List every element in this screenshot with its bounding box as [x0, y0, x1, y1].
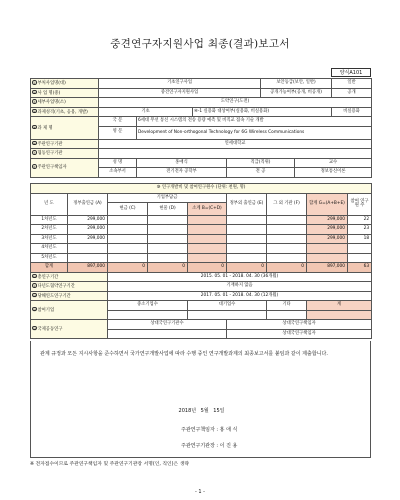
sum-etc-cell: 0	[267, 263, 307, 273]
row-program-name	[31, 88, 372, 98]
disclosure-value: 공개	[332, 88, 372, 98]
people-cell: 18	[348, 234, 372, 244]
other-header: 정부외 출연금 (E)	[227, 193, 267, 215]
host-institution-label: ⑥ 주관연구기관	[31, 139, 99, 149]
funding-colhead-row-1	[31, 193, 372, 203]
total-period-value: 2015. 05. 01 - 2018. 04. 30 (36개월)	[108, 272, 372, 282]
participants-label: ⑬참여기업	[31, 301, 108, 320]
security-level-value: 일반	[332, 79, 372, 89]
sme-count-cell	[108, 310, 188, 320]
kind-cell	[148, 244, 188, 254]
people-cell: 22	[348, 215, 372, 225]
multiyear-period-value: 기재하지 않음	[108, 282, 372, 292]
project-type-label: ④ 과제성격(기초, 응용, 개발)	[31, 107, 99, 117]
program-name-value: 중견연구자지원사업	[99, 88, 261, 98]
host-institution-value: 연세대학교	[99, 139, 372, 149]
people-cell	[348, 253, 372, 263]
other-cell	[227, 215, 267, 225]
name-label: 성 명	[99, 158, 137, 168]
disclosure-label: 공개가능여부(공개, 비공개)	[261, 88, 332, 98]
year-cell: 1차년도	[31, 215, 68, 225]
cash-cell	[108, 253, 148, 263]
row-ministry-program	[31, 79, 372, 89]
row-host-institution	[31, 139, 372, 149]
funding-row	[31, 215, 372, 225]
document-title: 중견연구자지원사업 최종(결과)보고서	[110, 38, 290, 50]
sum-total-cell: 897,000	[307, 263, 348, 273]
major-value: 정보통신이론	[295, 168, 372, 178]
program-name-label: ② 사 업 명(중)	[31, 88, 99, 98]
year-header: 년 도	[31, 193, 68, 215]
subtotal-cell	[188, 225, 227, 235]
gov-cell: 299,000	[68, 234, 108, 244]
row-cooperating-institution	[31, 149, 372, 159]
cooperating-institution-label: ⑦ 협동연구기관	[31, 149, 99, 159]
partner-researcher-cell: 상대국연구책임자	[227, 329, 372, 339]
row-participants-head	[31, 301, 372, 311]
other-count-header: 기타	[267, 301, 307, 311]
total-cell: 299,000	[307, 234, 348, 244]
kind-cell	[148, 215, 188, 225]
etc-header: 그 외 기관 (F)	[267, 193, 307, 215]
declaration-text: 관계 규정과 모든 지시사항을 준수하면서 국가연구개발사업에 따라 수행 중인 연구개발과제의 최종보고서를 붙임과 같이 제출합니다.	[40, 351, 328, 357]
declaration-box	[30, 341, 371, 458]
institution-signature: 주관연구기관장 : 이 진 용	[181, 443, 238, 449]
row-project-title-kr	[31, 117, 372, 127]
other-cell	[227, 244, 267, 254]
sum-year-cell: 합계	[31, 263, 68, 273]
subtotal-cell	[188, 215, 227, 225]
gov-cell: 299,000	[68, 225, 108, 235]
row-researcher-name	[31, 158, 372, 168]
kind-cell	[148, 225, 188, 235]
sum-count-cell	[307, 310, 372, 320]
cash-cell	[108, 225, 148, 235]
current-period-label: ⑫당해연도연구기간	[31, 291, 108, 301]
partner-researcher-header: 상대국연구책임자	[227, 320, 372, 330]
multiyear-period-label: ⑪다년도협약연구기간	[31, 282, 108, 292]
row-total-period	[31, 272, 372, 282]
dept-value: 전기전자 공학부	[137, 168, 227, 178]
subtotal-cell	[188, 244, 227, 254]
etc-cell	[267, 225, 307, 235]
subprogram-label: ③ 세부사업명(소)	[31, 98, 99, 108]
etc-cell	[267, 244, 307, 254]
position-label: 직급(직위)	[227, 158, 295, 168]
commercialization-label: ④-1 실용화 대상여부(실용화, 비실용화)	[193, 107, 332, 117]
people-cell	[348, 244, 372, 254]
kind-cell	[148, 234, 188, 244]
funding-header: ⑨ 연구개발비 및 참여연구원수 (단위: 천원, 명)	[31, 184, 372, 194]
subtotal-header: 소계 B=(C+D)	[188, 203, 227, 216]
english-title-label: 영 문	[99, 126, 137, 139]
sum-kind-cell: 0	[148, 263, 188, 273]
cash-cell	[108, 244, 148, 254]
sum-gov-cell: 897,000	[68, 263, 108, 273]
project-info-table	[30, 78, 372, 178]
gov-header: 정부출연금 (A)	[68, 193, 108, 215]
row-subprogram	[31, 98, 372, 108]
major-label: 전 공	[227, 168, 295, 178]
gov-cell	[68, 253, 108, 263]
dept-label: 소속부서	[99, 168, 137, 178]
footnote: ※ 전자접수이므로 주관연구책임자 및 주관연구기관장 서명(인, 직인)은 생략	[30, 462, 189, 467]
sum-cash-cell: 0	[108, 263, 148, 273]
funding-sum-row	[31, 263, 372, 273]
ministry-program-value: 기초연구사업	[99, 79, 261, 89]
sum-count-header: 계	[307, 301, 372, 311]
total-cell	[307, 253, 348, 263]
people-header: 참여 연구원 수	[348, 193, 372, 215]
year-cell: 3차년도	[31, 234, 68, 244]
other-count-cell	[267, 310, 307, 320]
people-cell: 23	[348, 225, 372, 235]
cash-cell	[108, 234, 148, 244]
other-cell	[227, 234, 267, 244]
project-type-value: 기초	[99, 107, 193, 117]
gov-cell	[68, 244, 108, 254]
funding-row	[31, 225, 372, 235]
year-cell: 5차년도	[31, 253, 68, 263]
total-header: 합계 G=(A+B+E)	[307, 193, 348, 215]
position-value: 교수	[295, 158, 372, 168]
intl-label: ⑭국제공동연구	[31, 320, 108, 339]
page-number: - 1 -	[195, 489, 205, 495]
gov-cell: 299,000	[68, 215, 108, 225]
lead-researcher-label: ⑧ 주관연구책임자	[31, 158, 99, 177]
commercialization-value: 비실용화	[332, 107, 372, 117]
row-intl-head	[31, 320, 372, 330]
funding-row	[31, 234, 372, 244]
cooperating-institution-value	[99, 149, 372, 159]
sum-subtotal-cell: 0	[188, 263, 227, 273]
korean-title-label: 국 문	[99, 117, 137, 127]
kind-header: 현물 (D)	[148, 203, 188, 216]
current-period-value: 2017. 05. 01 - 2018. 04. 30 (12개월)	[108, 291, 372, 301]
year-cell: 4차년도	[31, 244, 68, 254]
name-value: 홍애식	[137, 158, 227, 168]
partner-institution-cell	[108, 329, 227, 339]
other-cell	[227, 225, 267, 235]
project-title-label: ⑤ 과 제 명	[31, 117, 99, 140]
ministry-program-label: ① 부처사업명(대)	[31, 79, 99, 89]
etc-cell	[267, 253, 307, 263]
subprogram-value: 도약연구(도전)	[99, 98, 372, 108]
english-title-value: Development of Non-orthogonal Technology for 6G Wireless Communications	[137, 126, 372, 139]
row-multiyear-period	[31, 282, 372, 292]
row-project-type	[31, 107, 372, 117]
submission-date: 2018년 5월 15일	[178, 408, 225, 414]
subtotal-cell	[188, 253, 227, 263]
kind-cell	[148, 253, 188, 263]
sum-other-cell: 0	[227, 263, 267, 273]
row-current-period	[31, 291, 372, 301]
etc-cell	[267, 234, 307, 244]
total-period-label: ⑩ 총연구기간	[31, 272, 108, 282]
funding-row	[31, 253, 372, 263]
funding-header-row	[31, 184, 372, 194]
total-cell	[307, 244, 348, 254]
total-cell: 299,000	[307, 215, 348, 225]
cash-header: 현금 (C)	[108, 203, 148, 216]
year-cell: 2차년도	[31, 225, 68, 235]
corp-header: 기업부담금	[108, 193, 227, 203]
other-cell	[227, 253, 267, 263]
total-cell: 299,000	[307, 225, 348, 235]
partner-institution-header: 상대국연구기관수	[108, 320, 227, 330]
korean-title-value: 6세대 무선 통신 시스템의 전송 용량 예측 및 비직교 접속 기술 개발	[137, 117, 372, 127]
cash-cell	[108, 215, 148, 225]
funding-table	[30, 183, 372, 339]
subtotal-cell	[188, 234, 227, 244]
sum-people-cell: 63	[348, 263, 372, 273]
form-number: 양식A101	[331, 68, 371, 77]
large-count-cell	[188, 310, 267, 320]
large-count-header: 대기업수	[188, 301, 267, 311]
funding-row	[31, 244, 372, 254]
etc-cell	[267, 215, 307, 225]
researcher-signature: 주관연구책임자 : 홍 애 식	[181, 427, 238, 433]
sme-count-header: 중소기업수	[108, 301, 188, 311]
security-level-label: 보안등급(보안, 일반)	[261, 79, 332, 89]
